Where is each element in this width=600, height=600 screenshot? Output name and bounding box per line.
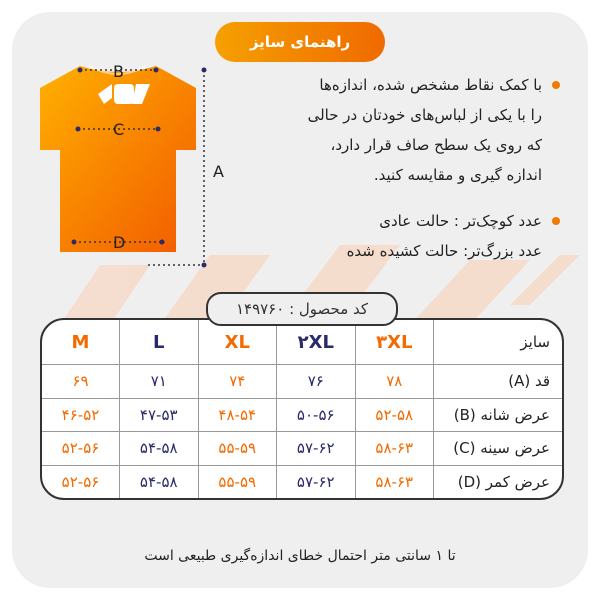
product-code-value: ۱۴۹۷۶۰ bbox=[235, 300, 285, 318]
table-cell: ۵۸-۶۳ bbox=[355, 465, 434, 498]
table-cell: ۵۰-۵۶ bbox=[277, 398, 356, 432]
page-title: راهنمای سایز bbox=[215, 22, 385, 62]
product-code-label: کد محصول : bbox=[289, 300, 369, 318]
table-cell: ۵۲-۵۸ bbox=[355, 398, 434, 432]
instruction-line: اندازه گیری و مقایسه کنید. bbox=[373, 166, 542, 184]
table-cell: ۴۸-۵۴ bbox=[198, 398, 277, 432]
size-l: L bbox=[120, 320, 199, 365]
instruction-line: را با یکی از لباس‌های خودتان در حالی bbox=[307, 106, 542, 124]
table-cell: ۷۶ bbox=[277, 365, 356, 399]
table-cell: ۵۵-۵۹ bbox=[198, 465, 277, 498]
table-row bbox=[42, 432, 562, 466]
table-cell: ۵۷-۶۲ bbox=[277, 432, 356, 466]
dimension-label-c: C bbox=[113, 120, 125, 139]
instruction-line: با کمک نقاط مشخص شده، اندازه‌ها bbox=[319, 76, 542, 94]
instruction-line: که روی یک سطح صاف قرار دارد، bbox=[330, 136, 542, 154]
instructions bbox=[230, 70, 560, 266]
table-row bbox=[42, 465, 562, 498]
row-label-length: قد (A) bbox=[434, 365, 563, 399]
instruction-numbers bbox=[230, 206, 560, 266]
table-cell: ۵۸-۶۳ bbox=[355, 432, 434, 466]
size-table bbox=[40, 318, 564, 500]
dimension-label-b: B bbox=[113, 62, 124, 81]
footer-note: تا ۱ سانتی متر احتمال خطای اندازه‌گیری طبیعی است bbox=[144, 548, 456, 564]
table-cell: ۵۵-۵۹ bbox=[198, 432, 277, 466]
size-2xl: ۲XL bbox=[277, 320, 356, 365]
table-cell: ۵۷-۶۲ bbox=[277, 465, 356, 498]
row-label-shoulder: عرض شانه (B) bbox=[434, 398, 563, 432]
table-cell: ۷۱ bbox=[120, 365, 199, 399]
table-cell: ۵۴-۵۸ bbox=[120, 432, 199, 466]
table-cell: ۵۴-۵۸ bbox=[120, 465, 199, 498]
table-cell: ۴۶-۵۲ bbox=[42, 398, 120, 432]
table-cell: ۷۸ bbox=[355, 365, 434, 399]
table-row bbox=[42, 365, 562, 399]
size-3xl: ۳XL bbox=[355, 320, 434, 365]
size-m: M bbox=[42, 320, 120, 365]
table-cell: ۴۷-۵۳ bbox=[120, 398, 199, 432]
instruction-line: عدد بزرگ‌تر: حالت کشیده شده bbox=[346, 242, 542, 260]
table-cell: ۵۲-۵۶ bbox=[42, 465, 120, 498]
dimension-label-d: D bbox=[113, 233, 126, 252]
instruction-measure bbox=[230, 70, 560, 190]
row-label-chest: عرض سینه (C) bbox=[434, 432, 563, 466]
size-xl: XL bbox=[198, 320, 277, 365]
instruction-line: عدد کوچک‌تر : حالت عادی bbox=[379, 212, 542, 230]
table-header-row bbox=[42, 320, 562, 365]
size-header-label: سایز bbox=[434, 320, 563, 365]
table-cell: ۵۲-۵۶ bbox=[42, 432, 120, 466]
dimension-label-a: A bbox=[213, 162, 224, 181]
row-label-waist: عرض کمر (D) bbox=[434, 465, 563, 498]
table-cell: ۷۴ bbox=[198, 365, 277, 399]
product-code bbox=[206, 292, 398, 326]
table-row bbox=[42, 398, 562, 432]
table-cell: ۶۹ bbox=[42, 365, 120, 399]
